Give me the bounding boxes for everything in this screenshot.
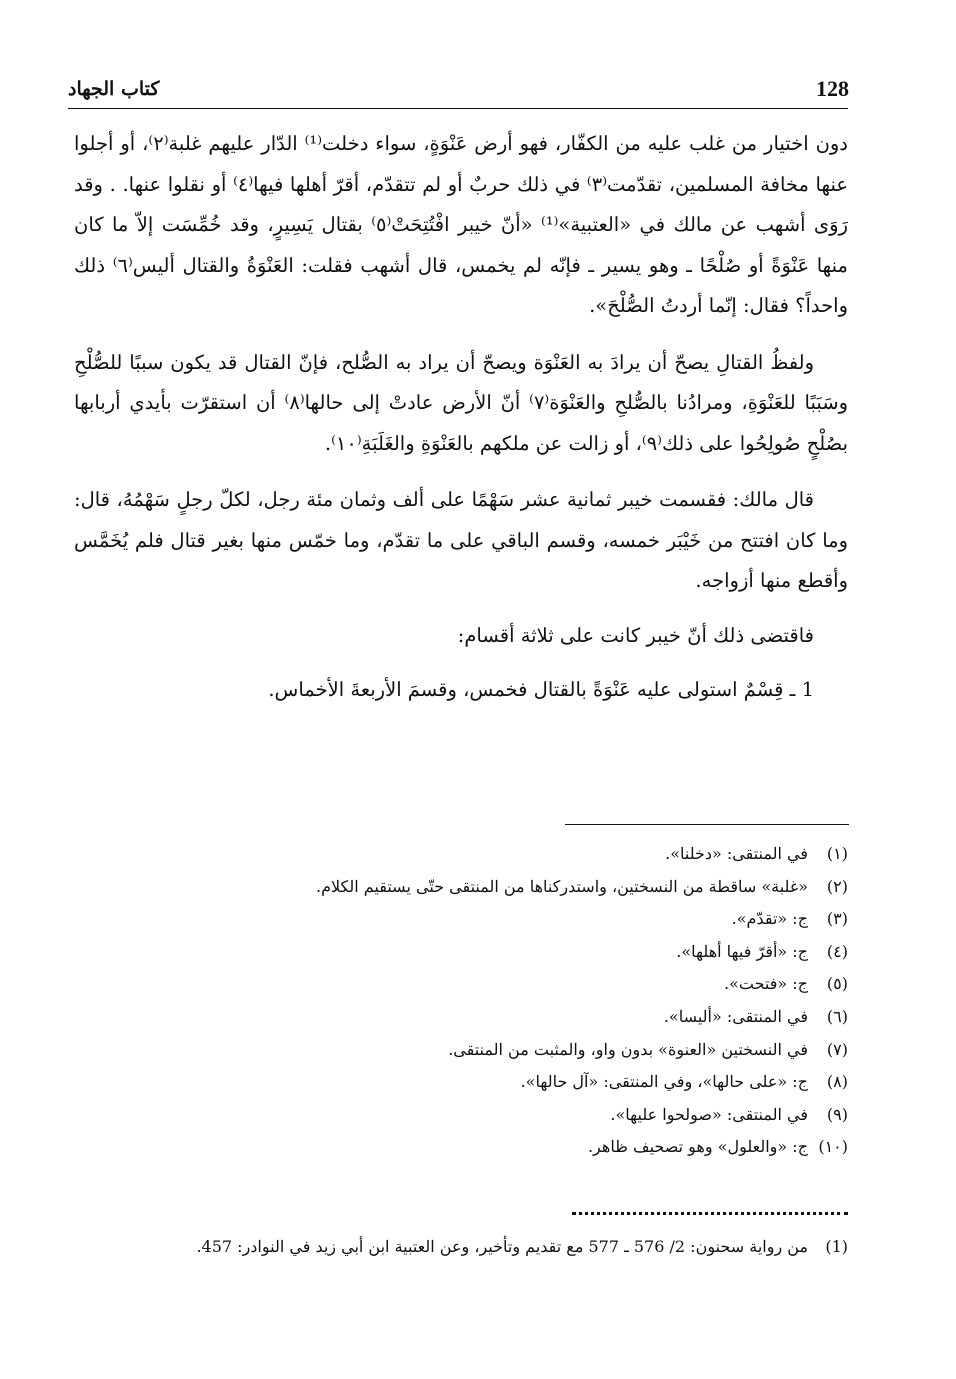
footnote-text: ج: «والعلول» وهو تصحيف ظاهر. [587,1137,808,1157]
footnote-text: في المنتقى: «صولحوا عليها». [610,1104,808,1124]
footnote-number: (٤) [826,941,848,961]
book-title: كتاب الجهاد [68,78,160,100]
footnote-number: (٨) [826,1072,848,1092]
footnote-item [88,1131,848,1164]
paragraph-3: قال مالك: فقسمت خيبر ثمانية عشر سَهْمًا على ألف وثمان مئة رجل، لكلّ رجلٍ سَهْمُهُ، قال: وما كان افتتح من خَيْبَر خمسه، وقسم الباقي على ما تقدّم، وما خمّس منها بغير قتال فلم يُخَمَّس وأقطع منها أزواجه. [74,488,848,592]
footnote-item [88,968,848,1001]
paragraph-1: دون اختيار من غلب عليه من الكفّار، فهو أرض عَنْوَةٍ، سواء دخلت⁽¹⁾ الدّار عليهم غلبة⁽٢⁾، أو أجلوا عنها مخافة المسلمين، تقدّمت⁽٣⁾ في ذلك حربٌ أو لم تتقدّم، أقرّ أهلها فيها⁽٤⁾ أو نقلوا عنها. . وقد رَوَى أشهب عن مالك في «العتبية»⁽¹⁾ «أنّ خيبر افْتُتِحَتْ⁽٥⁾ بقتال يَسِيرٍ، وقد خُمِّسَت إلاّ ما كان منها عَنْوَةً أو صُلْحًا ـ وهو يسير ـ فإنّه لم يخمس، قال أشهب فقلت: العَنْوَةُ والقتال أليس⁽٦⁾ ذلك واحداً؟ فقال: إنّما أردتُ الصُّلْحَ». [74,132,849,317]
footnote-text: ج: «تقدّم». [731,909,808,929]
footnote-item [88,1099,848,1132]
footnote-number: (٢) [826,876,848,896]
footnote-text: ج: «فتحت». [724,974,808,994]
footnote-item [88,1001,848,1034]
page-header [68,70,848,109]
footnote-number: (٥) [826,974,848,994]
footnote-number: (٧) [826,1039,848,1059]
footnote-number: (٩) [826,1104,848,1124]
footnote-text: «غلبة» ساقطة من النسختين، واستدركناها من المنتقى حتّى يستقيم الكلام. [316,876,808,896]
footnote-item [88,1034,848,1067]
footnote-text: في المنتقى: «دخلنا». [665,844,808,863]
paragraph-4: فاقتضى ذلك أنّ خيبر كانت على ثلاثة أقسام: [457,623,814,647]
footnote-text: ج: «أقرّ فيها أهلها». [676,941,808,961]
footnote-text: ج: «على حالها»، وفي المنتقى: «آل حالها». [520,1072,808,1092]
footnote-number: (٣) [826,909,848,929]
footnote-number: (١) [826,844,848,863]
footnote-item [88,903,848,936]
secondary-note-divider [572,1212,848,1215]
paragraph-5: 1 ـ قِسْمٌ استولى عليه عَنْوَةً بالقتال فخمس، وقسمَ الأربعةَ الأخماس. [268,678,814,701]
footnote-item [88,936,848,969]
footnote-divider [565,824,849,825]
secondary-note [88,1232,848,1262]
main-text [74,124,848,711]
footnote-number: (٦) [826,1006,848,1026]
footnote-item [88,1066,848,1099]
paragraph-2: ولفظُ القتالِ يصحّ أن يرادَ به العَنْوَة ويصحّ أن يراد به الصُّلح، فإنّ القتال قد يكون سببًا للصُّلْحِ وسَبَبًا للعَنْوَةِ، ومرادُنا بالصُّلحِ والعَنْوَة⁽٧⁾ أنّ الأرض عادتْ إلى حالها⁽٨⁾ أن استقرّت بأيدي أربابها بصُلْحٍ صُولِحُوا على ذلك⁽٩⁾، أو زالت عن ملكهم بالعَنْوَةِ والغَلَبَةِ⁽١٠⁾. [74,350,848,455]
footnote-item [88,871,848,904]
footnote-text: في النسختين «العنوة» بدون واو، والمثبت من المنتقى. [448,1039,808,1059]
footnote-text: في المنتقى: «أليسا». [663,1006,808,1026]
secondary-note-text: من رواية سحنون: 2/ 576 ـ 577 مع تقديم وتأخير، وعن العتبية ابن أبي زيد في النوادر: 457. [196,1237,808,1256]
footnote-number: (١٠) [818,1137,848,1157]
secondary-note-number: (1) [825,1237,848,1256]
footnotes [88,838,848,1164]
page-number: 128 [816,76,849,101]
footnote-item [88,838,848,871]
